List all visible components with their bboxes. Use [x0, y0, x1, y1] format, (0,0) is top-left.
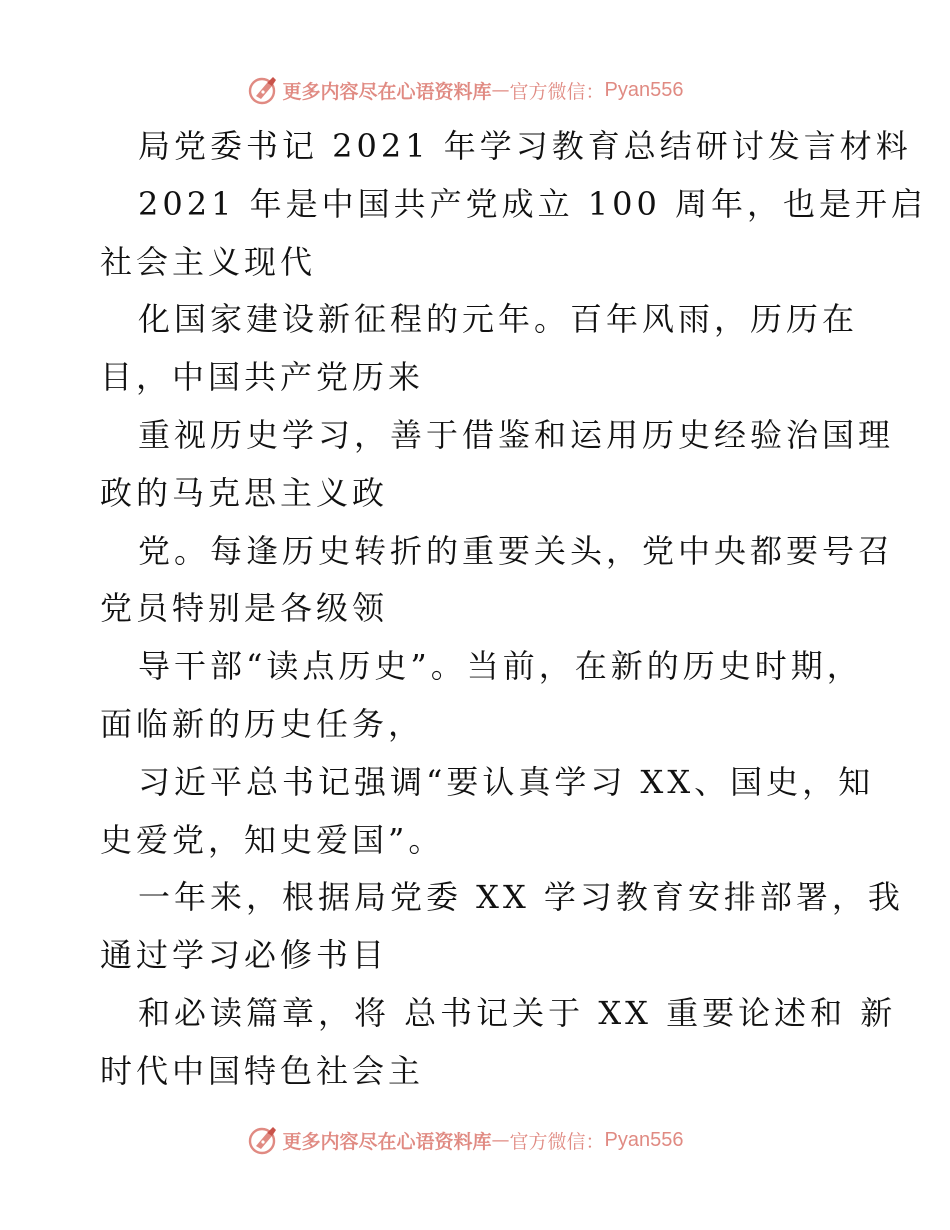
text-line: 化国家建设新征程的元年。百年风雨，历历在 — [138, 300, 859, 339]
header-watermark — [0, 72, 950, 108]
watermark-wechat-id: Pyan556 — [604, 1128, 684, 1151]
text-line: 社会主义现代 — [100, 242, 317, 281]
watermark-official-label: 官方微信： — [509, 1130, 605, 1153]
text-line: 2021 年是中国共产党成立 100 周年，也是开启 — [138, 184, 928, 223]
text-line: 面临新的历史任务， — [100, 704, 425, 743]
pen-nib-logo-icon — [247, 1124, 279, 1156]
text-line: 重视历史学习，善于借鉴和运用历史经验治国理 — [138, 415, 895, 454]
text-line: 习近平总书记强调“要认真学习 XX、国史，知 — [138, 762, 875, 801]
watermark-brand: 更多内容尽在心语资料库 — [282, 80, 492, 103]
document-body — [100, 118, 928, 1101]
watermark-official-label: 官方微信： — [509, 80, 605, 103]
text-line: 时代中国特色社会主 — [100, 1051, 425, 1090]
text-line: 局党委书记 2021 年学习教育总结研讨发言材料 — [138, 127, 912, 165]
pen-nib-logo-icon — [247, 74, 279, 106]
footer-watermark — [0, 1122, 950, 1158]
text-line: 政的马克思主义政 — [100, 473, 389, 512]
text-line: 和必读篇章，将 总书记关于 XX 重要论述和 新 — [138, 993, 897, 1032]
text-line: 目，中国共产党历来 — [100, 358, 425, 397]
watermark-separator: — — [491, 79, 510, 101]
watermark-wechat-id: Pyan556 — [604, 78, 684, 101]
watermark-separator: — — [491, 1129, 510, 1151]
text-line: 党。每逢历史转折的重要关头，党中央都要号召 — [138, 531, 895, 570]
text-line: 通过学习必修书目 — [100, 936, 389, 975]
text-line: 党员特别是各级领 — [100, 589, 389, 628]
text-line: 导干部“读点历史”。当前，在新的历史时期， — [138, 647, 863, 686]
text-line: 一年来，根据局党委 XX 学习教育安排部署，我 — [138, 878, 904, 917]
text-line: 史爱党，知史爱国”。 — [100, 820, 445, 859]
watermark-brand: 更多内容尽在心语资料库 — [282, 1130, 492, 1153]
